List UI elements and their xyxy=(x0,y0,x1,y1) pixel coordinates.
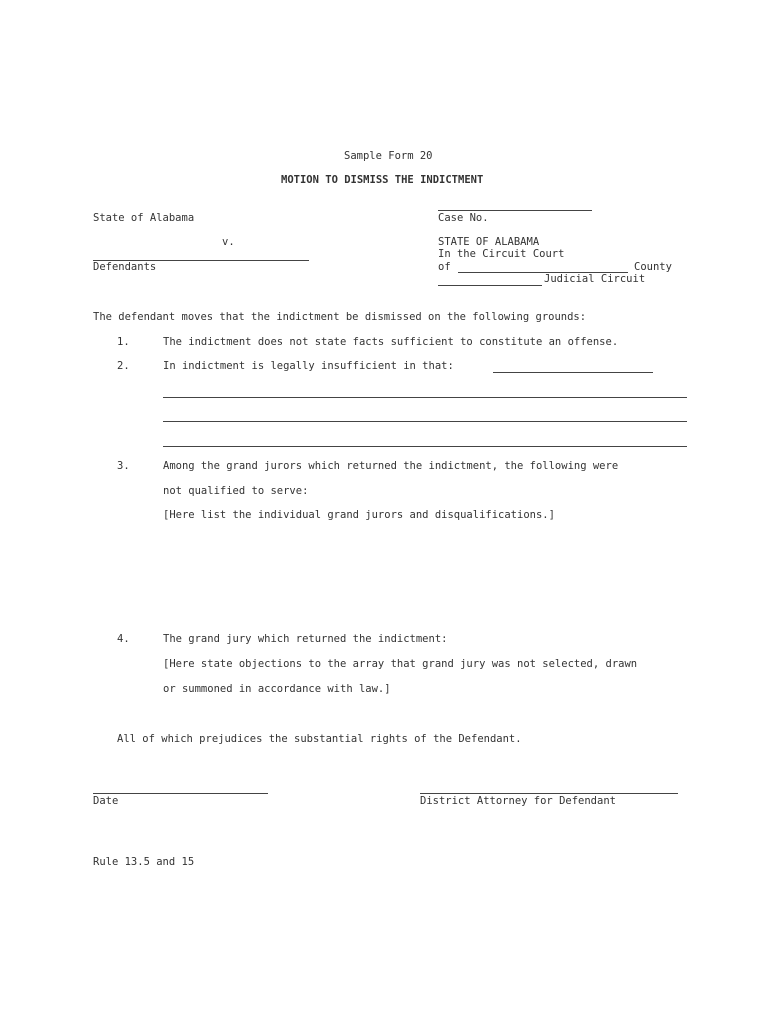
case-no-label: Case No. xyxy=(438,212,489,224)
ground-2-inline-line xyxy=(493,372,653,373)
of-label: of xyxy=(438,261,451,273)
ground-4-line-1: The grand jury which returned the indictment: xyxy=(163,633,448,645)
document-title: MOTION TO DISMISS THE INDICTMENT xyxy=(281,174,484,186)
ground-4-note-line-2: or summoned in accordance with law.] xyxy=(163,683,391,695)
ground-1-number: 1. xyxy=(117,336,130,348)
ground-2-blank-line xyxy=(163,446,687,447)
date-signature-line xyxy=(93,793,268,794)
intro-paragraph: The defendant moves that the indictment be dismissed on the following grounds: xyxy=(93,311,587,323)
ground-4-note-line-1: [Here state objections to the array that grand jury was not selected, drawn xyxy=(163,658,638,670)
ground-2-blank-line xyxy=(163,421,687,422)
court-name-label: In the Circuit Court xyxy=(438,248,565,260)
judicial-circuit-line xyxy=(438,285,542,286)
judicial-circuit-label: Judicial Circuit xyxy=(544,273,646,285)
ground-3-line-2: not qualified to serve: xyxy=(163,485,309,497)
ground-3-note: [Here list the individual grand jurors and disqualifications.] xyxy=(163,509,555,521)
attorney-signature-line xyxy=(420,793,678,794)
state-of-alabama: State of Alabama xyxy=(93,212,195,224)
ground-3-number: 3. xyxy=(117,460,130,472)
attorney-label: District Attorney for Defendant xyxy=(420,795,616,807)
county-label: County xyxy=(634,261,672,273)
sample-form-label: Sample Form 20 xyxy=(344,150,433,162)
case-number-line xyxy=(438,210,592,211)
ground-2-number: 2. xyxy=(117,360,130,372)
defendants-label: Defendants xyxy=(93,261,157,273)
ground-1-text: The indictment does not state facts sufficient to constitute an offense. xyxy=(163,336,619,348)
versus-label: v. xyxy=(222,236,235,248)
court-state-label: STATE OF ALABAMA xyxy=(438,236,540,248)
ground-3-line-1: Among the grand jurors which returned the indictment, the following were xyxy=(163,460,619,472)
ground-4-number: 4. xyxy=(117,633,130,645)
ground-2-blank-line xyxy=(163,397,687,398)
conclusion-paragraph: All of which prejudices the substantial rights of the Defendant. xyxy=(117,733,522,745)
ground-2-text: In indictment is legally insufficient in that: xyxy=(163,360,454,372)
date-label: Date xyxy=(93,795,119,807)
rule-reference: Rule 13.5 and 15 xyxy=(93,856,195,868)
